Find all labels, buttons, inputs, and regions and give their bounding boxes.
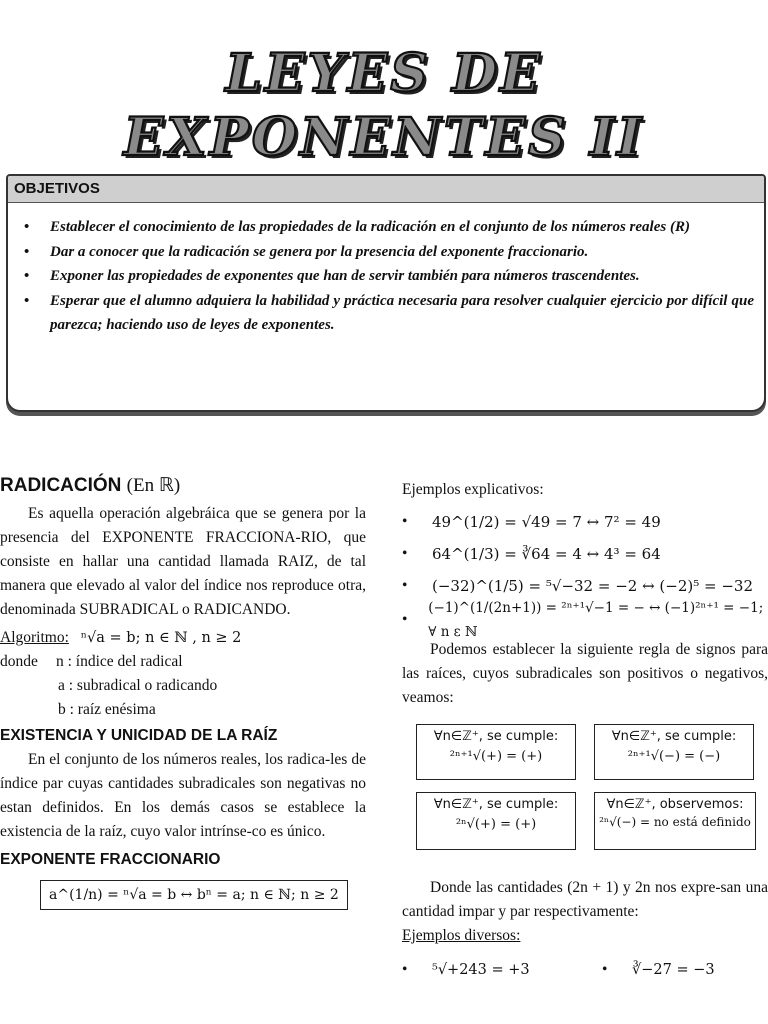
definition-n: n : índice del radical — [56, 653, 183, 670]
definition-b: b : raíz enésima — [58, 701, 156, 718]
exponente-heading: EXPONENTE FRACCIONARIO — [0, 851, 221, 868]
objetivo-item: • Exponer las propiedades de exponentes que han de servir también para números trascendentes. — [50, 264, 754, 289]
page-title-line-1: LEYES DE — [225, 43, 543, 104]
diversos-label: Ejemplos diversos: — [402, 927, 521, 944]
definition-row — [0, 650, 366, 674]
rule-box-even-positive — [416, 792, 576, 850]
example-text: (−32)^(1/5) = ⁵√−32 = −2 ↔ (−2)⁵ = −32 — [432, 577, 754, 595]
diverso-example: ⁵√+243 = +3 — [432, 962, 530, 978]
objetivos-list — [8, 215, 764, 338]
algoritmo-line — [0, 626, 366, 650]
example-row — [402, 602, 768, 638]
radicacion-heading — [0, 474, 366, 498]
existencia-paragraph: En el conjunto de los números reales, los radica-les de índice par cuyas cantidades subradicales son negativas no estan definidos. En los demás casos se establece la existencia de la raíz, cuyo valor intrínse-co es único. — [0, 751, 366, 840]
donde-paragraph: Donde las cantidades (2n + 1) y 2n nos expre-san una cantidad impar y par respectivamente: — [402, 879, 768, 920]
rule-box-line-1: ∀n∈ℤ⁺, se cumple: — [611, 729, 737, 744]
example-row — [402, 538, 768, 570]
rule-box-odd-negative — [594, 724, 754, 780]
example-text: (−1)^(1/(2n+1)) = ²ⁿ⁺¹√−1 = − ↔ (−1)²ⁿ⁺¹ = −1; ∀ n ε ℕ — [428, 600, 764, 640]
rule-box-line-2: ²ⁿ⁺¹√(+) = (+) — [449, 749, 543, 764]
objetivos-box — [6, 174, 766, 412]
page-title-line-2: EXPONENTES II — [123, 107, 645, 168]
rule-box-line-2: ²ⁿ√(−) = no está definido — [599, 815, 751, 829]
diverso-example: ∛−27 = −3 — [632, 962, 715, 978]
exponente-formula-box — [40, 880, 348, 910]
donde-label: donde — [0, 653, 38, 670]
rule-box-line-1: ∀n∈ℤ⁺, se cumple: — [433, 797, 559, 812]
objetivo-item: • Esperar que el alumno adquiera la habilidad y práctica necesaria para resolver cualquier ejercicio por difícil que parezca; haciendo uso de leyes de exponentes. — [50, 289, 754, 338]
bullet-icon: • — [402, 611, 408, 628]
objetivo-item: • Establecer el conocimiento de las propiedades de la radicación en el conjunto de los números reales (R) — [50, 215, 754, 240]
right-column — [402, 478, 768, 710]
exponente-formula: a^(1/n) = ⁿ√a = b ↔ bⁿ = a; n ∈ ℕ; n ≥ 2 — [49, 887, 339, 903]
radicacion-subtitle: (En ℝ) — [126, 475, 181, 496]
ejemplos-label: Ejemplos explicativos: — [402, 481, 544, 498]
definition-a: a : subradical o radicando — [58, 677, 218, 694]
existencia-heading: EXISTENCIA Y UNICIDAD DE LA RAÍZ — [0, 727, 278, 744]
example-text: 49^(1/2) = √49 = 7 ↔ 7² = 49 — [432, 513, 661, 531]
bullet-icon: • — [402, 577, 408, 594]
radicacion-title: RADICACIÓN — [0, 475, 122, 496]
rule-box-line-1: ∀n∈ℤ⁺, se cumple: — [433, 729, 559, 744]
radicacion-paragraph: Es aquella operación algebráica que se genera por la presencia del EXPONENTE FRACCIONA-RIO, que consiste en hallar una cantidad llamada RAIZ, de tal manera que elevado al valor del índice nos reproduce otra, denominada SUBRADICAL o RADICANDO. — [0, 505, 366, 618]
bullet-icon: • — [402, 961, 408, 978]
bullet-icon: • — [602, 961, 608, 978]
diversos-row — [402, 958, 768, 982]
left-column — [0, 474, 366, 910]
rule-box-even-negative — [594, 792, 756, 850]
bullet-icon: • — [402, 513, 408, 530]
rule-box-line-2: ²ⁿ√(+) = (+) — [455, 817, 537, 832]
example-row — [402, 506, 768, 538]
bullet-icon: • — [402, 545, 408, 562]
rule-box-odd-positive — [416, 724, 576, 780]
rule-box-line-1: ∀n∈ℤ⁺, observemos: — [606, 797, 744, 812]
rule-box-line-2: ²ⁿ⁺¹√(−) = (−) — [627, 749, 721, 764]
objetivos-header: OBJETIVOS — [8, 176, 764, 203]
example-text: 64^(1/3) = ∛64 = 4 ↔ 4³ = 64 — [432, 545, 661, 563]
algoritmo-label: Algoritmo: — [0, 629, 69, 646]
right-column-bottom — [402, 876, 768, 982]
regla-paragraph: Podemos establecer la siguiente regla de signos para las raíces, cuyos subradicales son positivos o negativos, veamos: — [402, 641, 768, 706]
algoritmo-formula: ⁿ√a = b; n ∈ ℕ , n ≥ 2 — [80, 630, 242, 646]
objetivo-item: • Dar a conocer que la radicación se genera por la presencia del exponente fraccionario. — [50, 240, 754, 265]
